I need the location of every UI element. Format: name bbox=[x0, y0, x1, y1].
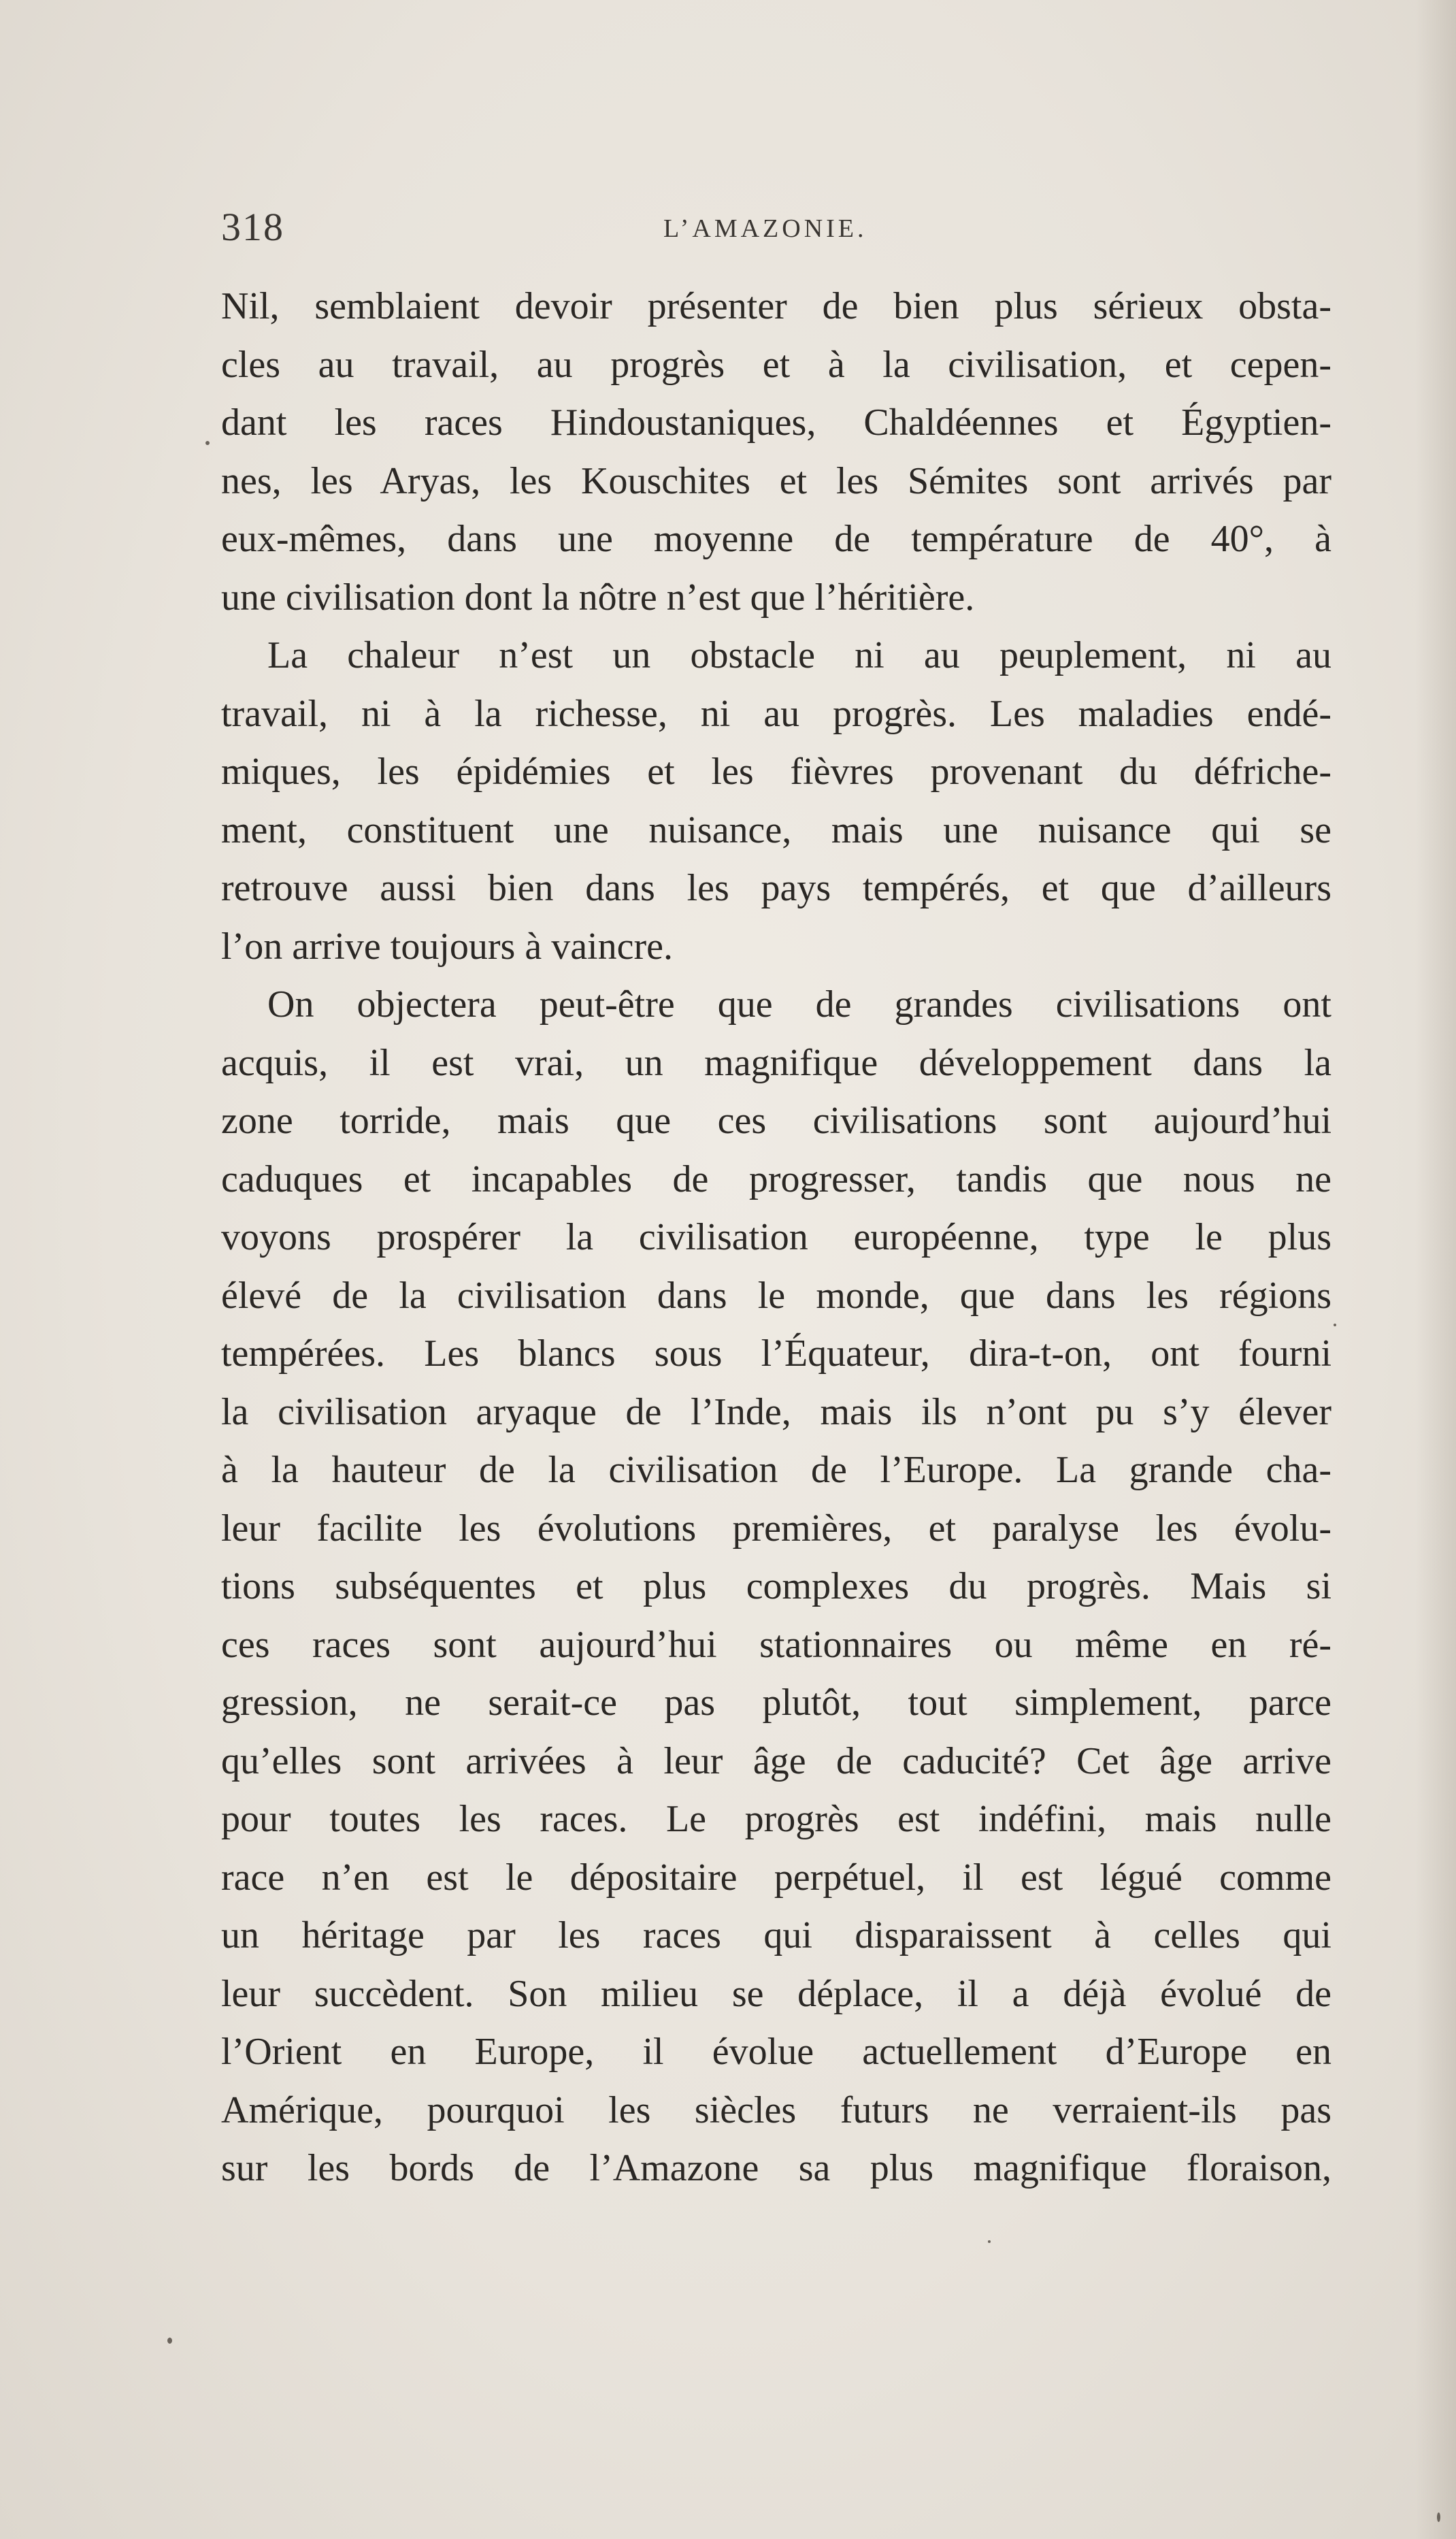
paragraph-start-line: On objectera peut-être que de grandes civilisations ont bbox=[267, 983, 1331, 1026]
text-line: miques, les épidémies et les fièvres provenant du défriche- bbox=[221, 751, 1331, 793]
text-line: un héritage par les races qui disparaissent à celles qui bbox=[221, 1914, 1331, 1956]
paper-speck bbox=[1437, 2512, 1440, 2522]
text-line: gression, ne serait-ce pas plutôt, tout simplement, parce bbox=[221, 1682, 1331, 1724]
text-line: ces races sont aujourd’hui stationnaires ou même en ré- bbox=[221, 1623, 1331, 1666]
text-line: dant les races Hindoustaniques, Chaldéennes et Égyptien- bbox=[221, 402, 1331, 444]
text-line: tempérées. Les blancs sous l’Équateur, dira-t-on, ont fourni bbox=[221, 1332, 1331, 1375]
text-line: retrouve aussi bien dans les pays tempérés, et que d’ailleurs bbox=[221, 867, 1331, 909]
text-line: Amérique, pourquoi les siècles futurs ne verraient-ils pas bbox=[221, 2088, 1331, 2131]
text-line: eux-mêmes, dans une moyenne de température de 40°, à bbox=[221, 518, 1331, 560]
paragraph-start-line: La chaleur n’est un obstacle ni au peuplement, ni au bbox=[267, 634, 1331, 676]
text-line: acquis, il est vrai, un magnifique développement dans la bbox=[221, 1041, 1331, 1084]
page-edge-shadow bbox=[1415, 0, 1456, 2539]
text-line: travail, ni à la richesse, ni au progrès. Les maladies endé- bbox=[221, 692, 1331, 735]
running-head bbox=[221, 204, 1337, 259]
text-line: pour toutes les races. Le progrès est indéfini, mais nulle bbox=[221, 1798, 1331, 1840]
text-line: tions subséquentes et plus complexes du progrès. Mais si bbox=[221, 1565, 1331, 1607]
text-line: race n’en est le dépositaire perpétuel, il est légué comme bbox=[221, 1856, 1331, 1899]
running-title: L’AMAZONIE. bbox=[663, 214, 867, 243]
text-line: leur facilite les évolutions premières, et paralyse les évolu- bbox=[221, 1507, 1331, 1550]
text-line: l’on arrive toujours à vaincre. bbox=[221, 925, 673, 968]
paper-speck bbox=[1334, 1324, 1336, 1326]
text-line: nes, les Aryas, les Kouschites et les Sémites sont arrivés par bbox=[221, 459, 1331, 502]
text-line: la civilisation aryaque de l’Inde, mais ils n’ont pu s’y élever bbox=[221, 1390, 1331, 1433]
text-line: l’Orient en Europe, il évolue actuellement d’Europe en bbox=[221, 2031, 1331, 2073]
body-text bbox=[221, 278, 1331, 2198]
text-line: leur succèdent. Son milieu se déplace, il a déjà évolué de bbox=[221, 1972, 1331, 2015]
text-line: zone torride, mais que ces civilisations sont aujourd’hui bbox=[221, 1100, 1331, 1142]
text-line: voyons prospérer la civilisation européenne, type le plus bbox=[221, 1216, 1331, 1258]
text-line: Nil, semblaient devoir présenter de bien plus sérieux obsta- bbox=[221, 285, 1331, 327]
text-line: sur les bords de l’Amazone sa plus magnifique floraison, bbox=[221, 2147, 1331, 2189]
text-line: une civilisation dont la nôtre n’est que l’héritière. bbox=[221, 576, 975, 619]
paper-speck bbox=[167, 2338, 172, 2344]
text-line: caduques et incapables de progresser, tandis que nous ne bbox=[221, 1158, 1331, 1200]
text-line: cles au travail, au progrès et à la civilisation, et cepen- bbox=[221, 343, 1331, 386]
page-number: 318 bbox=[221, 205, 284, 249]
text-line: à la hauteur de la civilisation de l’Europe. La grande cha- bbox=[221, 1449, 1331, 1491]
text-line: qu’elles sont arrivées à leur âge de caducité? Cet âge arrive bbox=[221, 1739, 1331, 1782]
text-line: ment, constituent une nuisance, mais une nuisance qui se bbox=[221, 808, 1331, 851]
paper-speck bbox=[205, 441, 210, 445]
text-line: élevé de la civilisation dans le monde, que dans les régions bbox=[221, 1274, 1331, 1317]
paper-speck bbox=[988, 2240, 991, 2243]
